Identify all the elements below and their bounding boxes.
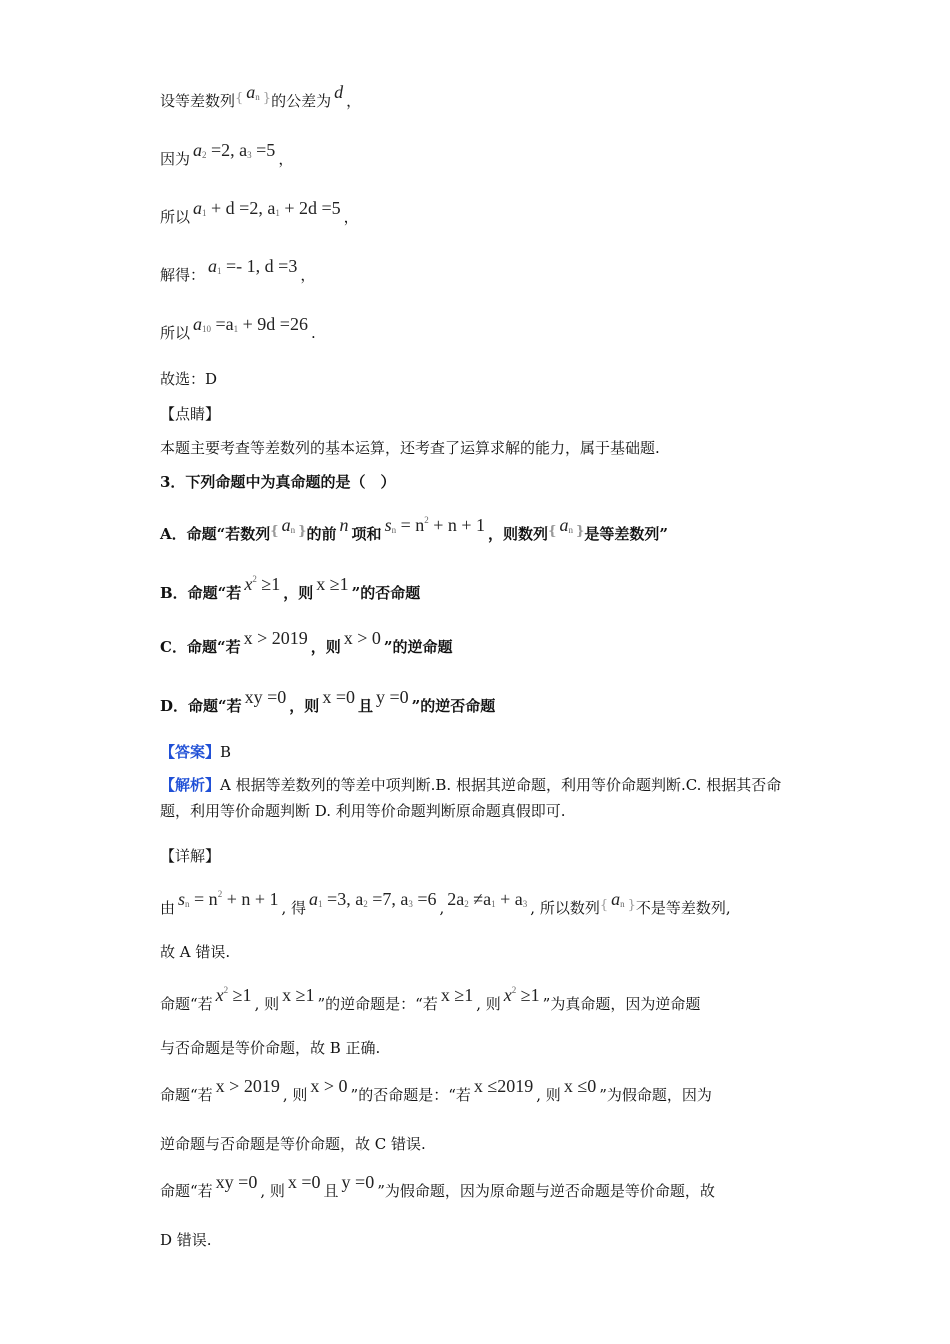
explanation-line xyxy=(160,1172,715,1201)
text: ，则 xyxy=(289,697,320,715)
math: x =0 xyxy=(287,1172,321,1192)
text-line: 解得： $a_1 =- 1$, d =3 ， xyxy=(160,256,316,284)
math: + n + 1 xyxy=(433,515,486,535)
option-a: A．命题“若数列{ $a_n$ }的前 n 项和 $s_n = n^2 + n + 1$ ，则数列{ $a_n$ }是等差数列” xyxy=(160,515,668,543)
text: , xyxy=(439,899,445,917)
math: a xyxy=(246,82,256,102)
text: 且 xyxy=(357,697,373,715)
text: A．命题“若数列 xyxy=(160,525,271,543)
text-line: 所以 $a_{10} =a_1 + 9d =26$ . xyxy=(160,314,316,342)
explanation-line: 逆命题与否命题是等价命题，故 C 错误. xyxy=(160,1135,426,1153)
text: ”为假命题，因为 xyxy=(599,1086,712,1104)
option-b: B．命题“若 $x^2 \ge 1$ ，则 x ≥1 ”的否命题 xyxy=(160,574,421,602)
text: 且 xyxy=(323,1182,339,1200)
math: x =0 xyxy=(322,687,355,707)
summary-text: 本题主要考查等差数列的基本运算，还考查了运算求解的能力，属于基础题. xyxy=(160,439,660,457)
text: 是等差数列” xyxy=(584,525,668,543)
question-title: 3．下列命题中为真命题的是（ ） xyxy=(160,473,396,491)
text: , 则 xyxy=(476,995,501,1013)
text: . xyxy=(310,324,316,342)
math: x ≥1 xyxy=(282,985,315,1005)
math: + 2d =5 xyxy=(284,198,341,218)
option-d xyxy=(160,687,496,716)
text: 项和 xyxy=(351,525,382,543)
explanation-line: 故 A 错误. xyxy=(160,943,231,961)
math: + a xyxy=(500,889,523,909)
math: =6 xyxy=(417,889,437,909)
explanation-line: 命题“若 $x^2 \ge 1$ , 则 x ≥1 ”的逆命题是：“若 x ≥1 , 则 $x^2 \ge 1$ ”为真命题，因为逆命题 xyxy=(160,985,701,1013)
explanation-line: 由 $s_n = n^2 + n + 1$ , 得 $a_1 =3$, $a_2 =7$, $a_3 =6$ , $2a_2 \ne a_1 + a_3$ , 所以数列{ $a_n$ }不是等差数列, xyxy=(160,889,731,917)
text: 解得： xyxy=(160,266,206,284)
math: x > 0 xyxy=(310,1076,348,1096)
math: ≠a xyxy=(473,889,492,909)
text: 所以 xyxy=(160,324,191,342)
math: y =0 xyxy=(341,1172,375,1192)
text: D．命题“若 xyxy=(160,697,242,715)
text: 所以 xyxy=(160,208,191,226)
text: , 则 xyxy=(536,1086,561,1104)
text: 因为 xyxy=(160,150,191,168)
text: ， xyxy=(278,150,294,168)
math: = n xyxy=(194,889,218,909)
text: 命题“若 xyxy=(160,1086,213,1104)
math: y =0 xyxy=(375,687,409,707)
answer-tag: 【答案】 xyxy=(160,743,221,761)
analysis-text: A 根据等差数列的等差中项判断.B. 根据其逆命题，利用等价命题判断.C. 根据其否命题，利用等价命题判断 D. 利用等价命题判断原命题真假即可. xyxy=(160,776,782,820)
text: ”的否命题是：“若 xyxy=(350,1086,471,1104)
math: n xyxy=(255,92,260,102)
math: x > 2019 xyxy=(215,1076,280,1096)
math: =- 1, d =3 xyxy=(226,256,298,276)
explanation-line: D 错误. xyxy=(160,1231,212,1249)
answer-value: B xyxy=(220,743,232,761)
text: 的公差为 xyxy=(271,92,332,110)
text: 的前 xyxy=(306,525,337,543)
math: + d =2, a xyxy=(211,198,276,218)
math: ≥1 xyxy=(261,574,281,594)
text-line: 设等差数列{ $a_n$ }的公差为 d ， xyxy=(160,82,362,110)
text-line: 因为 $a_2 =2$, $a_3 =5$ ， xyxy=(160,140,294,168)
math: =3, a xyxy=(327,889,364,909)
text: ”的逆命题 xyxy=(383,638,453,656)
math: = n xyxy=(400,515,425,535)
text: , 则 xyxy=(260,1182,285,1200)
text: B．命题“若 xyxy=(160,584,242,602)
text: , 所以数列 xyxy=(530,899,600,917)
math: x ≤2019 xyxy=(473,1076,534,1096)
math: ≥1 xyxy=(232,985,252,1005)
math: =7, a xyxy=(372,889,409,909)
math: x ≥1 xyxy=(316,574,349,594)
section-tag: 【详解】 xyxy=(160,847,221,865)
text: ， xyxy=(300,266,316,284)
analysis-tag: 【解析】 xyxy=(160,776,221,794)
text: ， xyxy=(343,208,359,226)
text: 命题“若 xyxy=(160,1182,213,1200)
text: 不是等差数列, xyxy=(635,899,731,917)
math: 2a xyxy=(447,889,465,909)
math: xy =0 xyxy=(244,687,287,707)
text: ，则 xyxy=(310,638,341,656)
math: =5 xyxy=(256,140,276,160)
text: ”的逆命题是：“若 xyxy=(317,995,438,1013)
text: ”为假命题，因为原命题与逆否命题是等价命题，故 xyxy=(377,1182,715,1200)
math: + 9d =26 xyxy=(242,314,308,334)
choose-answer: 故选：D xyxy=(160,370,218,388)
math: d xyxy=(334,82,344,102)
text: , 则 xyxy=(254,995,280,1013)
section-tag: 【点睛】 xyxy=(160,405,221,423)
text: 由 xyxy=(160,899,176,917)
text: C．命题“若 xyxy=(160,638,241,656)
explanation-line: 与否命题是等价命题，故 B 正确. xyxy=(160,1039,381,1057)
math: x > 2019 xyxy=(243,628,308,648)
option-c xyxy=(160,628,453,657)
text: , 则 xyxy=(282,1086,308,1104)
math: ≥1 xyxy=(520,985,540,1005)
answer-line xyxy=(160,742,231,762)
text: 命题“若 xyxy=(160,995,213,1013)
text-line: 所以 $a_1 + d =2$, $a_1 + 2d =5$ ， xyxy=(160,198,359,226)
text: 设等差数列 xyxy=(160,92,236,110)
text: ， xyxy=(346,92,362,110)
text: ，则 xyxy=(283,584,314,602)
text: ”为真命题，因为逆命题 xyxy=(542,995,701,1013)
analysis-paragraph xyxy=(160,772,800,824)
math: x ≥1 xyxy=(440,985,474,1005)
math: =a xyxy=(215,314,234,334)
math: + n + 1 xyxy=(226,889,279,909)
text: , 得 xyxy=(281,899,307,917)
math: xy =0 xyxy=(215,1172,258,1192)
text: ”的逆否命题 xyxy=(411,697,496,715)
math: x > 0 xyxy=(343,628,381,648)
text: ，则数列 xyxy=(488,525,549,543)
math: x ≤0 xyxy=(563,1076,597,1096)
math: =2, a xyxy=(211,140,248,160)
explanation-line xyxy=(160,1076,712,1105)
text: ”的否命题 xyxy=(351,584,421,602)
